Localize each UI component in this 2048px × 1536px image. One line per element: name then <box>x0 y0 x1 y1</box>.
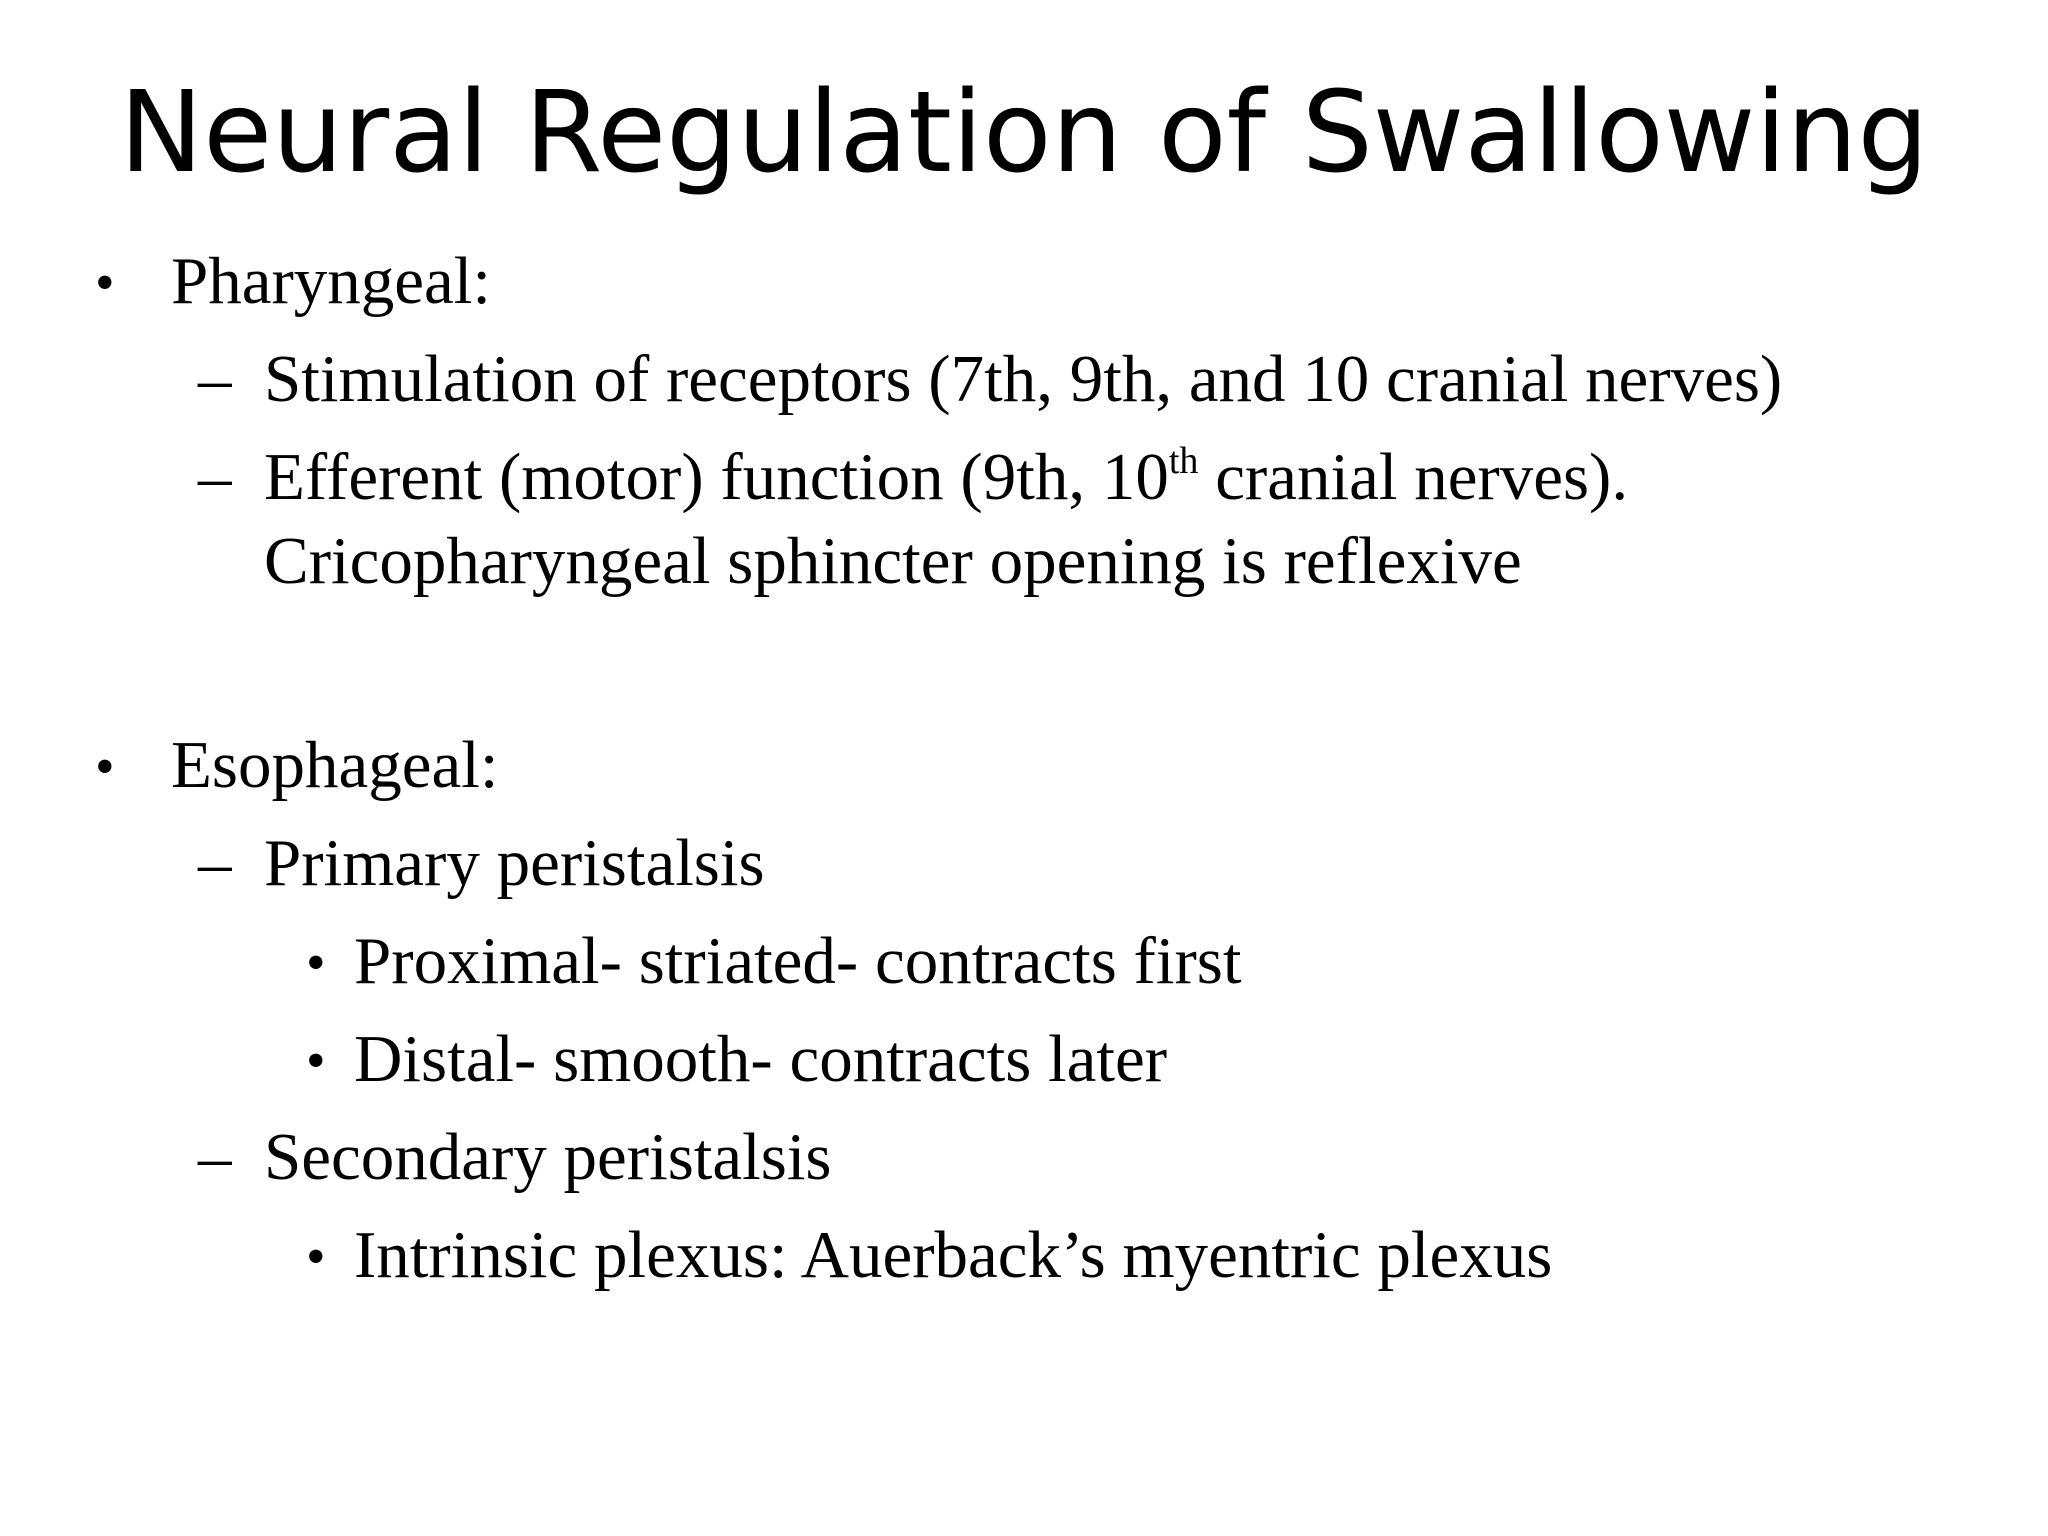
dash-marker: – <box>198 440 232 514</box>
subsubbullet-text: Distal- smooth- contracts later <box>354 1022 1168 1096</box>
continuation-text: Cricopharyngeal sphincter opening is reflexive <box>264 524 1522 598</box>
text-part: cranial nerves). <box>1198 440 1629 514</box>
dash-marker: – <box>198 1120 232 1194</box>
subbullet-efferent-continuation <box>264 520 1522 602</box>
subbullet-text <box>264 436 1628 518</box>
bullet-marker: • <box>95 252 115 314</box>
superscript: th <box>1168 440 1199 482</box>
bullet-marker: • <box>306 932 326 994</box>
dash-marker: – <box>198 826 232 900</box>
subsubbullet-text: Proximal- striated- contracts first <box>354 924 1242 998</box>
subbullet-text: Stimulation of receptors (7th, 9th, and 10 cranial nerves) <box>264 342 1783 416</box>
bullet-marker: • <box>95 736 115 798</box>
bullet-heading: Esophageal: <box>171 728 499 802</box>
subbullet-text: Primary peristalsis <box>264 826 765 900</box>
text-part: Efferent (motor) function (9th, 10 <box>264 440 1169 514</box>
bullet-marker: • <box>306 1226 326 1288</box>
dash-marker: – <box>198 342 232 416</box>
slide-title: Neural Regulation of Swallowing <box>119 68 1929 198</box>
subbullet-text: Secondary peristalsis <box>264 1120 832 1194</box>
bullet-heading: Pharyngeal: <box>171 244 492 318</box>
subsubbullet-text: Intrinsic plexus: Auerback’s myentric plexus <box>354 1218 1553 1292</box>
bullet-marker: • <box>306 1030 326 1092</box>
